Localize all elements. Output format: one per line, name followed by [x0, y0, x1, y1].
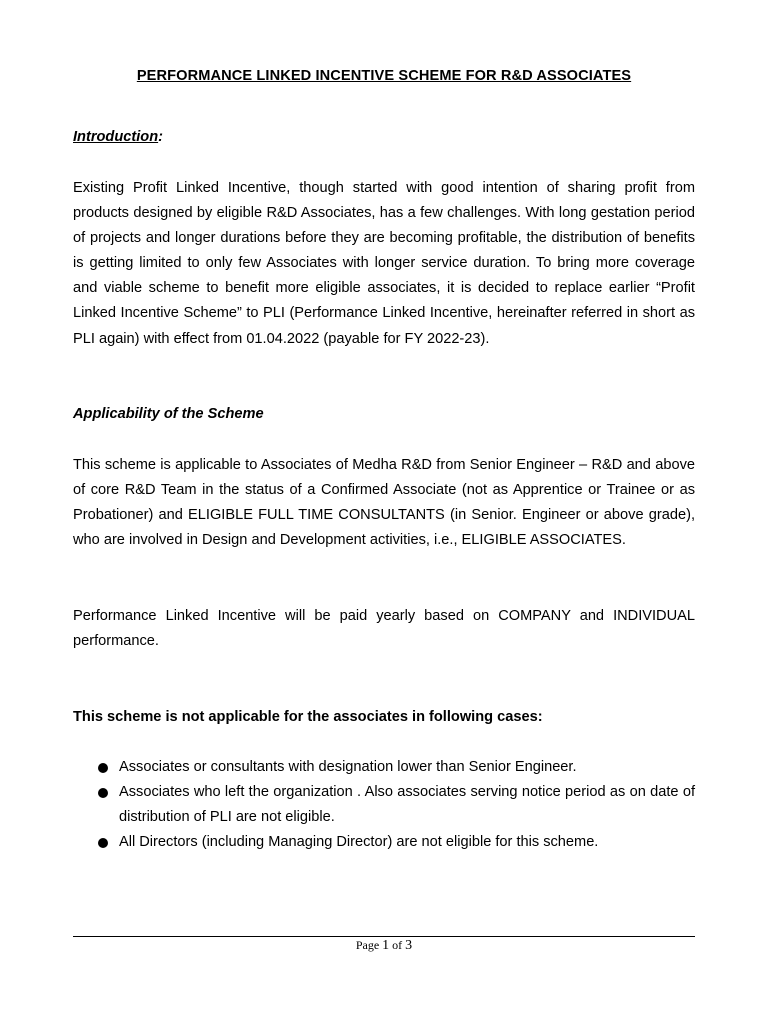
introduction-heading-colon: :: [158, 129, 163, 145]
page-footer: [0, 938, 768, 954]
bullet-icon: [98, 838, 108, 848]
bullet-icon: [98, 763, 108, 773]
list-item-text: Associates who left the organization . Also associates serving notice period as on date of distribution of PLI are not eligible.: [119, 784, 695, 826]
bullet-icon: [98, 788, 108, 798]
payment-paragraph: Performance Linked Incentive will be paid yearly based on COMPANY and INDIVIDUAL performance.: [73, 608, 695, 650]
applicability-paragraph: This scheme is applicable to Associates of Medha R&D from Senior Engineer – R&D and above of core R&D Team in the status of a Confirmed Associate (not as Apprentice or Trainee or as Probationer) and ELIGIBLE FULL TIME CONSULTANTS (in Senior. Engineer or above grade), who are involved in Design and Development activities, i.e., ELIGIBLE ASSOCIATES.: [73, 457, 695, 549]
list-item: [73, 830, 695, 855]
of-label: of: [392, 938, 403, 952]
footer-divider: [73, 936, 695, 937]
introduction-heading: [73, 129, 695, 145]
document-title: PERFORMANCE LINKED INCENTIVE SCHEME FOR R&D ASSOCIATES: [136, 68, 632, 84]
total-pages-number: 3: [405, 938, 413, 953]
introduction-heading-text: Introduction: [73, 129, 159, 145]
current-page-number: 1: [382, 938, 390, 953]
applicability-heading: Applicability of the Scheme: [73, 406, 264, 422]
exclusions-list: [73, 755, 695, 855]
exclusions-heading: This scheme is not applicable for the associates in following cases:: [73, 709, 543, 725]
list-item-text: All Directors (including Managing Director) are not eligible for this scheme.: [119, 834, 599, 851]
introduction-paragraph: Existing Profit Linked Incentive, though started with good intention of sharing profit from products designed by eligible R&D Associates, has a few challenges. With long gestation period of projects and longer durations before they are becoming profitable, the distribution of benefits is getting limited to only few Associates with longer service duration. To bring more coverage and viable scheme to benefit more eligible associates, it is decided to replace earlier “Profit Linked Incentive Scheme” to PLI (Performance Linked Incentive, hereinafter referred in short as PLI again) with effect from 01.04.2022 (payable for FY 2022-23).: [73, 180, 695, 347]
list-item: [73, 780, 695, 830]
list-item: [73, 755, 695, 780]
list-item-text: Associates or consultants with designation lower than Senior Engineer.: [119, 759, 577, 775]
page-label: Page: [355, 938, 380, 952]
